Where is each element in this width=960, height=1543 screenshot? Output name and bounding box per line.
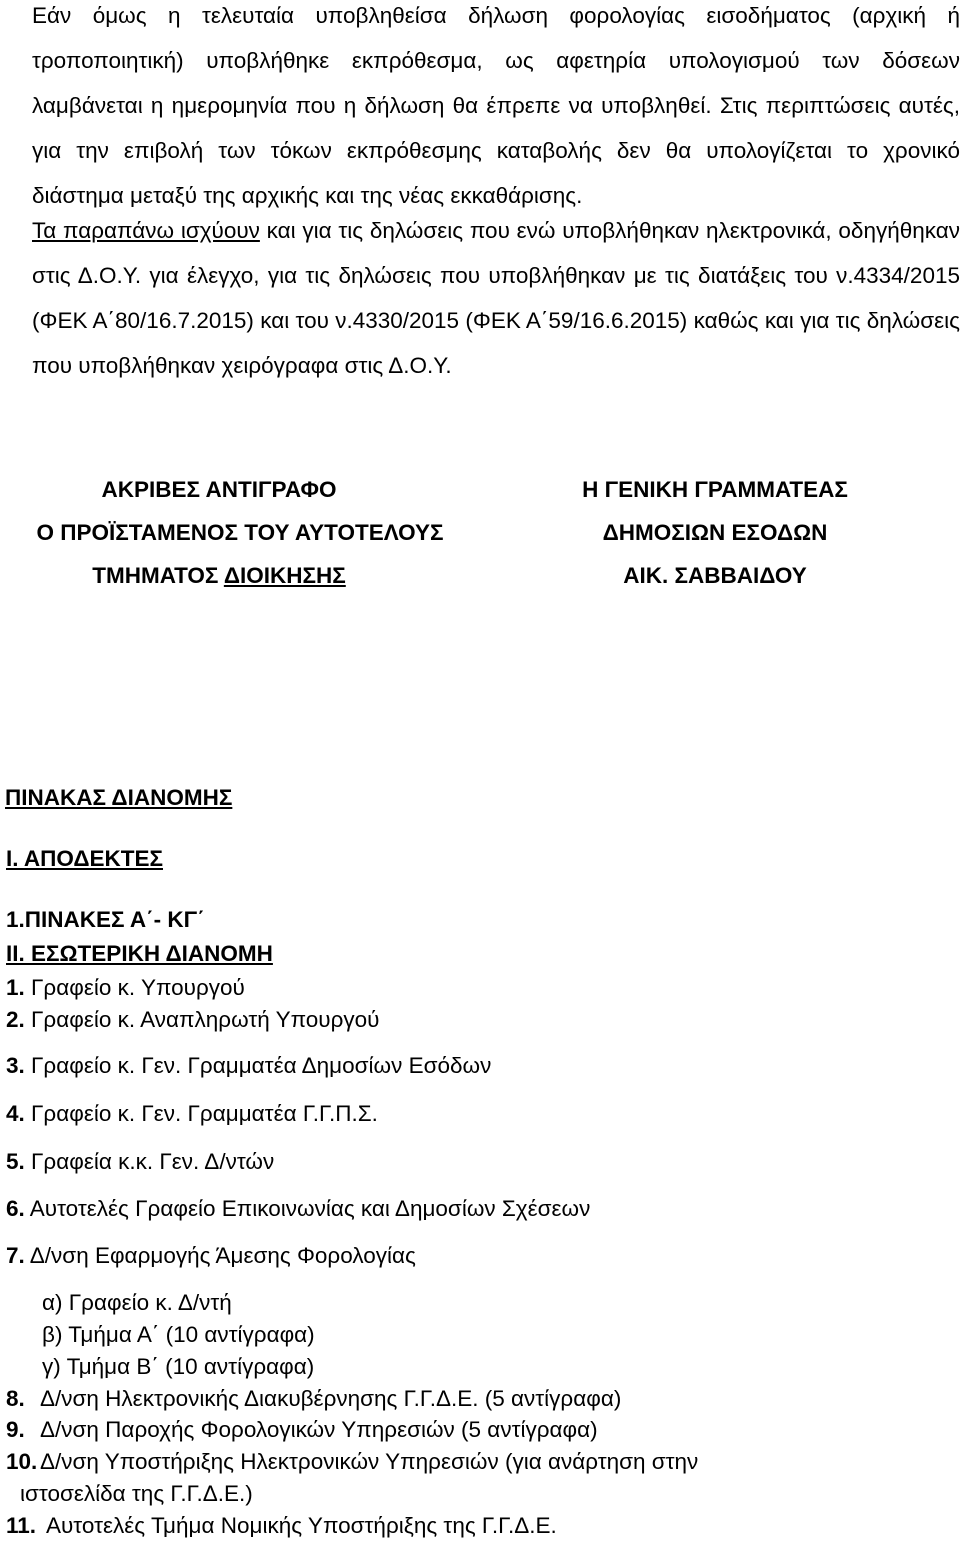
signature-block-left (0, 468, 480, 597)
list-item-number: 7. (6, 1243, 25, 1268)
signature-block-right (480, 468, 950, 597)
list-item-number: 8. (6, 1386, 25, 1411)
list-item (6, 1196, 590, 1222)
sub-list-item-text: Τμήμα Β΄ (10 αντίγραφα) (66, 1354, 315, 1379)
sub-list-item-label: γ) (42, 1354, 61, 1379)
list-item-text: Δ/νση Παροχής Φορολογικών Υπηρεσιών (5 αντίγραφα) (40, 1417, 598, 1442)
sub-list-item-label: β) (42, 1322, 63, 1347)
list-item (6, 1513, 557, 1539)
signatory-name: ΑΙΚ. ΣΑΒΒΑΙΔΟΥ (623, 563, 807, 588)
list-item-number: 5. (6, 1149, 25, 1174)
sub-list-item-label: α) (42, 1290, 63, 1315)
list-item-text: Αυτοτελές Τμήμα Νομικής Υποστήριξης της Γ.Γ.Δ.Ε. (46, 1513, 557, 1538)
department-line-underlined: ΔΙΟΙΚΗΣΗΣ (223, 563, 346, 588)
list-item-continuation: ιστοσελίδα της Γ.Γ.Δ.Ε.) (20, 1481, 253, 1506)
list-item (6, 1101, 378, 1127)
list-item (6, 1386, 621, 1412)
internal-distribution-title: ΙΙ. ΕΣΩΤΕΡΙΚΗ ΔΙΑΝΟΜΗ (6, 941, 273, 966)
list-item (6, 1007, 379, 1033)
list-item (6, 1053, 491, 1079)
list-item-number: 3. (6, 1053, 25, 1078)
recipients-item: 1.ΠΙΝΑΚΕΣ Α΄- ΚΓ΄ (6, 907, 205, 932)
list-item-text: Γραφείο κ. Αναπληρωτή Υπουργού (31, 1007, 380, 1032)
list-item-number: 1. (6, 975, 25, 1000)
paragraph-applicability-rest: και για τις δηλώσεις που ενώ υποβλήθηκαν ηλεκτρονικά, οδηγήθηκαν στις Δ.Ο.Υ. για έλεγχο, για τις δηλώσεις που υποβλήθηκαν με τις διατάξεις του ν.4334/2015 (ΦΕΚ Α΄80/16.7.2015) και του ν.4330/2015 (ΦΕΚ Α΄59/16.6.2015) καθώς και για τις δηλώσεις που υποβλήθηκαν χειρόγραφα στις Δ.Ο.Υ. (32, 218, 960, 378)
list-item (6, 975, 245, 1001)
list-item-text: Δ/νση Εφαρμογής Άμεσης Φορολογίας (29, 1243, 416, 1268)
general-secretary-title: Η ΓΕΝΙΚΗ ΓΡΑΜΜΑΤΕΑΣ (582, 477, 848, 502)
department-line (0, 554, 480, 597)
sub-list-item-text: Γραφείο κ. Δ/ντή (68, 1290, 232, 1315)
distribution-table-title: ΠΙΝΑΚΑΣ ΔΙΑΝΟΜΗΣ (5, 785, 233, 810)
list-item-number: 4. (6, 1101, 25, 1126)
sub-list-item (42, 1354, 314, 1380)
head-title-line: Ο ΠΡΟΪΣΤΑΜΕΝΟΣ ΤΟΥ ΑΥΤΟΤΕΛΟΥΣ (36, 520, 444, 545)
list-item-text: Δ/νση Υποστήριξης Ηλεκτρονικών Υπηρεσιών (για ανάρτηση στην (40, 1449, 699, 1474)
list-item-number: 10. (6, 1449, 38, 1474)
list-item-number: 9. (6, 1417, 25, 1442)
list-item-number: 6. (6, 1196, 25, 1221)
list-item (6, 1243, 416, 1269)
list-item (6, 1149, 274, 1175)
list-item-text: Γραφείο κ. Γεν. Γραμματέα Δημοσίων Εσόδων (31, 1053, 492, 1078)
recipients-section-title: Ι. ΑΠΟΔΕΚΤΕΣ (6, 846, 163, 871)
list-item-number: 2. (6, 1007, 25, 1032)
sub-list-item (42, 1290, 232, 1316)
list-item-text: Γραφείο κ. Υπουργού (31, 975, 245, 1000)
sub-list-item-text: Τμήμα Α΄ (10 αντίγραφα) (68, 1322, 315, 1347)
sub-list-item (42, 1322, 315, 1348)
list-item-text: Γραφείο κ. Γεν. Γραμματέα Γ.Γ.Π.Σ. (31, 1101, 378, 1126)
list-item-number: 11. (6, 1513, 37, 1538)
list-item (6, 1417, 598, 1443)
paragraph-late-declaration: Εάν όμως η τελευταία υποβληθείσα δήλωση φορολογίας εισοδήματος (αρχική ή τροποποιητική) υποβλήθηκε εκπρόθεσμα, ως αφετηρία υπολογισμού των δόσεων λαμβάνεται η ημερομηνία που η δήλωση θα έπρεπε να υποβληθεί. Στις περιπτώσεις αυτές, για την επιβολή των τόκων εκπρόθεσμης καταβολής δεν θα υπολογίζεται το χρονικό διάστημα μεταξύ της αρχικής και της νέας εκκαθάρισης. (32, 3, 960, 208)
department-line-plain: ΤΜΗΜΑΤΟΣ (92, 563, 224, 588)
list-item (6, 1449, 698, 1475)
list-item-text: Γραφεία κ.κ. Γεν. Δ/ντών (31, 1149, 275, 1174)
list-item-text: Δ/νση Ηλεκτρονικής Διακυβέρνησης Γ.Γ.Δ.Ε. (5 αντίγραφα) (40, 1386, 622, 1411)
underlined-phrase: Τα παραπάνω ισχύουν (32, 218, 260, 243)
list-item-text: Αυτοτελές Γραφείο Επικοινωνίας και Δημοσίων Σχέσεων (29, 1196, 591, 1221)
certified-copy-label: ΑΚΡΙΒΕΣ ΑΝΤΙΓΡΑΦΟ (101, 477, 337, 502)
paragraph-applicability (32, 208, 960, 388)
public-revenue-line: ΔΗΜΟΣΙΩΝ ΕΣΟΔΩΝ (602, 520, 828, 545)
